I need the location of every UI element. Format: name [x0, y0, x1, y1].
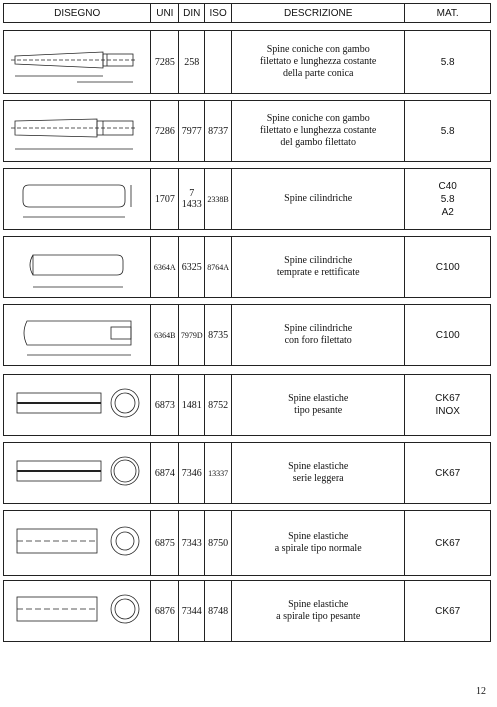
header-disegno: DISEGNO	[4, 4, 151, 22]
cell-mat	[405, 237, 490, 297]
desc-line: Spine cilindriche	[284, 193, 353, 204]
mat-value: C100	[435, 329, 460, 341]
table-row	[3, 510, 491, 576]
desc-line: della parte conica	[282, 68, 354, 79]
desc-line: Spine cilindriche	[284, 323, 353, 334]
table-row	[3, 100, 491, 162]
cell-uni: 6874	[151, 443, 179, 503]
desc-line: Spine elastiche	[288, 531, 349, 542]
cell-descrizione	[232, 443, 405, 503]
cell-din: 7343	[179, 511, 205, 575]
cell-descrizione	[232, 237, 405, 297]
desc-line: filettato e lunghezza costante	[260, 56, 377, 67]
table-row	[3, 580, 491, 642]
cell-din: 7344	[179, 581, 205, 641]
desc-line: a spirale tipo normale	[274, 543, 362, 554]
cell-iso: 8735	[205, 305, 232, 365]
cell-uni: 6876	[151, 581, 179, 641]
cell-din: 258	[179, 31, 205, 93]
header-mat: MAT.	[436, 7, 459, 19]
cell-descrizione	[232, 169, 405, 229]
cell-iso: 8752	[205, 375, 232, 435]
header-din: DIN	[179, 4, 205, 22]
cell-din: 6325	[179, 237, 205, 297]
mat-value: C100	[435, 261, 460, 273]
cell-din: 7977	[179, 101, 205, 161]
drawing-conical-pin-constant-thread	[4, 101, 151, 161]
mat-value: CK67	[435, 393, 461, 404]
desc-line: Spine cilindriche	[284, 255, 353, 266]
mat-value: 5.8	[440, 193, 455, 205]
cell-descrizione	[232, 581, 405, 641]
header-descrizione: DESCRIZIONE	[232, 4, 405, 22]
cell-mat	[405, 31, 490, 93]
table-row	[3, 304, 491, 366]
table-row	[3, 30, 491, 94]
desc-line: con foro filettato	[284, 335, 352, 346]
mat-value: CK67	[435, 605, 461, 617]
cell-mat	[405, 101, 490, 161]
cell-iso: 2338B	[205, 169, 232, 229]
desc-line: filettato e lunghezza costante	[260, 125, 377, 136]
table-row	[3, 236, 491, 298]
cell-iso: 8737	[205, 101, 232, 161]
mat-value: CK67	[435, 467, 461, 479]
mat-value: INOX	[435, 406, 460, 417]
cell-iso: 8748	[205, 581, 232, 641]
cell-uni: 7285	[151, 31, 179, 93]
table-header	[3, 3, 491, 23]
header-iso: ISO	[205, 4, 232, 22]
cell-mat	[405, 169, 490, 229]
drawing-hardened-pin	[4, 237, 151, 297]
cell-mat	[405, 581, 490, 641]
cell-descrizione	[232, 305, 405, 365]
mat-value: 5.8	[440, 56, 455, 68]
cell-mat	[405, 511, 490, 575]
cell-iso: 8750	[205, 511, 232, 575]
drawing-spring-pin-heavy	[4, 375, 151, 435]
cell-uni: 6873	[151, 375, 179, 435]
desc-line: tipo pesante	[294, 405, 343, 416]
table-row	[3, 168, 491, 230]
cell-mat	[405, 375, 490, 435]
drawing-spiral-pin-normal	[4, 511, 151, 575]
desc-line: del gambo filettato	[280, 137, 356, 148]
drawing-spiral-pin-heavy	[4, 581, 151, 641]
cell-din: 7 1433	[179, 169, 205, 229]
mat-value: C40	[438, 180, 457, 192]
desc-line: temprate e rettificate	[276, 267, 360, 278]
cell-uni: 6364B	[151, 305, 179, 365]
cell-uni: 1707	[151, 169, 179, 229]
cell-uni: 6875	[151, 511, 179, 575]
drawing-spring-pin-light	[4, 443, 151, 503]
cell-iso	[205, 31, 232, 93]
mat-value: A2	[441, 206, 454, 218]
cell-mat	[405, 443, 490, 503]
cell-descrizione	[232, 31, 405, 93]
cell-iso: 8764A	[205, 237, 232, 297]
drawing-cylindrical-pin	[4, 169, 151, 229]
cell-din: 7979D	[179, 305, 205, 365]
table-row	[3, 442, 491, 504]
drawing-pin-threaded-hole	[4, 305, 151, 365]
cell-descrizione	[232, 101, 405, 161]
cell-mat	[405, 305, 490, 365]
desc-line: Spine coniche con gambo	[266, 113, 370, 124]
desc-line: Spine elastiche	[288, 393, 349, 404]
mat-value: 5.8	[440, 125, 455, 137]
cell-descrizione	[232, 511, 405, 575]
desc-line: Spine elastiche	[288, 599, 349, 610]
cell-uni: 6364A	[151, 237, 179, 297]
cell-descrizione	[232, 375, 405, 435]
cell-iso: 13337	[205, 443, 232, 503]
mat-value: CK67	[435, 537, 461, 549]
cell-uni: 7286	[151, 101, 179, 161]
desc-line: serie leggera	[292, 473, 344, 484]
cell-din: 7346	[179, 443, 205, 503]
drawing-conical-pin-threaded	[4, 31, 151, 93]
header-uni: UNI	[151, 4, 179, 22]
cell-din: 1481	[179, 375, 205, 435]
table-row	[3, 374, 491, 436]
desc-line: Spine elastiche	[288, 461, 349, 472]
page-number: 12	[476, 686, 486, 697]
desc-line: a spirale tipo pesante	[276, 611, 361, 622]
desc-line: Spine coniche con gambo	[266, 44, 370, 55]
